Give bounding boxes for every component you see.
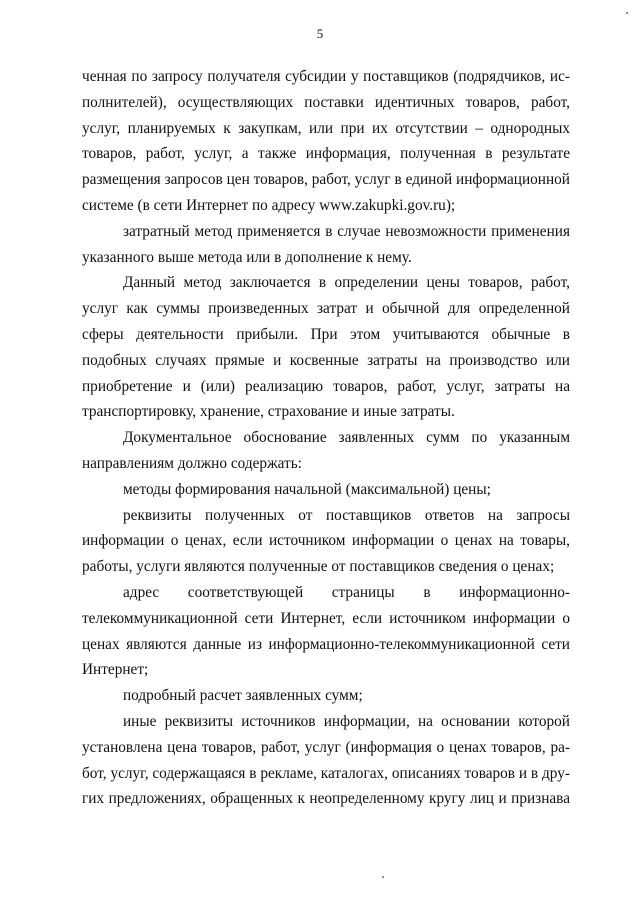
scan-speck	[626, 12, 628, 14]
paragraph-supplier-responses: реквизиты полученных от поставщиков ответов на запросы информации о ценах, если источником информации о ценах на товары, работы, услуги являются полученные от поставщиков сведения о ценах;	[82, 506, 570, 576]
paragraph-cost-method: затратный метод применяется в случае невозможности применения указанного выше метода или в дополнение к нему.	[82, 222, 570, 266]
paragraph-market-info: ченная по запросу получателя субсидии у поставщиков (подрядчиков, исполнителей), осуществляющих поставки идентичных товаров, работ, услуг, планируемых к закупкам, или при их отсутствии – однородных товаров, работ, услуг, а также информация, полученная в результате размещения запросов цен товаров, работ, услуг в единой информационной системе (в сети Интернет по адресу www.zakupki.gov.ru);	[82, 68, 570, 214]
paragraph-documentation-intro: Документальное обоснование заявленных сумм по указанным направлениям должно содержать:	[82, 429, 570, 472]
paragraph-other-sources: иные реквизиты источников информации, на основании которой установлена цена товаров, работ, услуг (информация о ценах товаров, работ, услуг, содержащаяся в рекламе, каталогах, описаниях товаров и в других предложениях, обращенных к неопределенному кругу лиц и признава	[82, 712, 570, 808]
scan-speck	[382, 876, 384, 878]
document-body	[82, 64, 570, 812]
page-number: 5	[316, 26, 324, 41]
paragraph-internet-address: адрес соответствующей страницы в информационно-телекоммуникационной сети Интернет, если источником информации о ценах являются данные из информационно-телекоммуникационной сети Интернет;	[82, 583, 570, 679]
paragraph-method-description: Данный метод заключается в определении цены товаров, работ, услуг как суммы произведенных затрат и обычной для определенной сферы деятельности прибыли. При этом учитываются обычные в подобных случаях прямые и косвенные затраты на производство или приобретение и (или) реализацию товаров, работ, услуг, затраты на транспортировку, хранение, страхование и иные затраты.	[82, 274, 570, 421]
paragraph-detailed-calculation: подробный расчет заявленных сумм;	[123, 687, 363, 705]
paragraph-pricing-methods: методы формирования начальной (максимальной) цены;	[123, 480, 491, 498]
